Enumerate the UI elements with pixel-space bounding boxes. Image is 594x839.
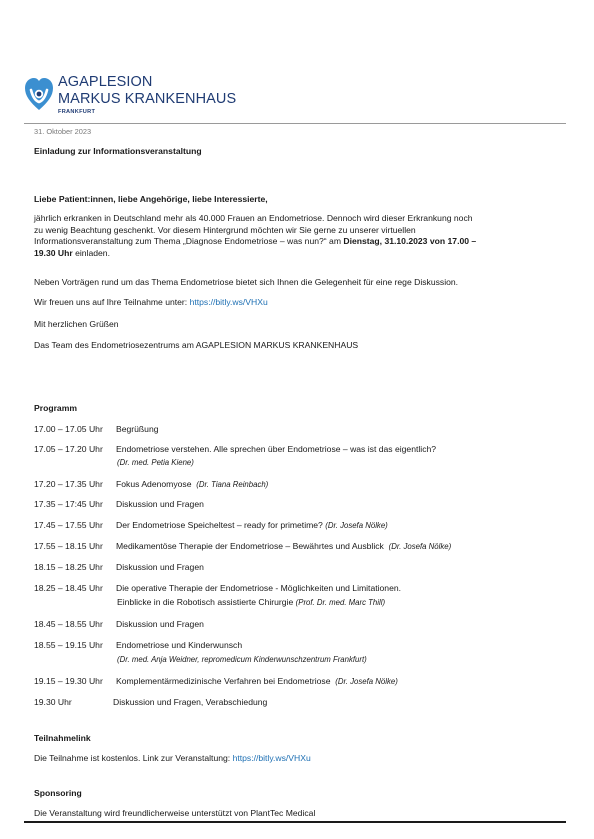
- program-title: Diskussion und Fragen: [116, 619, 204, 629]
- program-title: Komplementärmedizinische Verfahren bei Endometriose: [116, 676, 331, 686]
- program-title: Die operative Therapie der Endometriose - Möglichkeiten und Limitationen.: [116, 583, 402, 593]
- intro-line-1: jährlich erkranken in Deutschland mehr als 40.000 Frauen an Endometriose. Dennoch wird dieser Erkrankung noch: [34, 213, 473, 223]
- intro-line-3-text: Informationsveranstaltung zum Thema „Diagnose Endometriose – was nun?“ am: [34, 236, 344, 246]
- program-item: [34, 562, 204, 572]
- program-title: Begrüßung: [116, 424, 159, 434]
- program-item: [34, 697, 267, 707]
- intro-line-4: [34, 248, 554, 260]
- program-title: Diskussion und Fragen: [116, 499, 204, 509]
- program-time: 18.55 – 19.15 Uhr: [34, 640, 103, 650]
- program-speaker: (Dr. Josefa Nölke): [325, 521, 388, 530]
- program-time: 17.00 – 17.05 Uhr: [34, 424, 103, 434]
- program-title: Endometriose verstehen. Alle sprechen über Endometriose – was ist das eigentlich?: [116, 444, 437, 454]
- letter-signature: Das Team des Endometriosezentrums am AGAPLESION MARKUS KRANKENHAUS: [34, 340, 359, 350]
- hospital-logo: [24, 74, 284, 120]
- letter-salutation: Liebe Patient:innen, liebe Angehörige, liebe Interessierte,: [34, 194, 268, 204]
- program-time: 19.15 – 19.30 Uhr: [34, 676, 103, 686]
- letter-date: 31. Oktober 2023: [34, 127, 92, 136]
- event-date-bold: Dienstag, 31.10.2023 von 17.00 –: [343, 236, 477, 246]
- program-time: 17.05 – 17.20 Uhr: [34, 444, 103, 454]
- intro-line-4-text: einladen.: [72, 247, 110, 258]
- program-time: 18.25 – 18.45 Uhr: [34, 583, 103, 593]
- program-title: Diskussion und Fragen: [116, 562, 204, 572]
- program-heading: Programm: [34, 403, 77, 413]
- program-time: 18.45 – 18.55 Uhr: [34, 619, 103, 629]
- sponsoring-text: Die Veranstaltung wird freundlicherweise unterstützt von PlantTec Medical: [34, 808, 316, 818]
- program-item: [34, 640, 242, 650]
- program-item: [34, 444, 436, 454]
- program-item: [34, 479, 268, 489]
- logo-text-line2: MARKUS KRANKENHAUS: [58, 91, 237, 107]
- program-speaker: (Dr. Josefa Nölke): [388, 542, 452, 551]
- agaplesion-logo-icon: [24, 74, 54, 114]
- header-divider: [24, 123, 566, 124]
- participation-paragraph: [34, 297, 268, 307]
- program-item: [34, 676, 398, 686]
- program-speaker: (Dr. Tiana Reinbach): [196, 480, 269, 489]
- program-title: Medikamentöse Therapie der Endometriose – Bewährtes und Ausblick: [116, 541, 384, 551]
- program-speaker: (Dr. Josefa Nölke): [335, 677, 398, 686]
- intro-paragraph: [34, 213, 554, 259]
- intro-line-2: zu wenig Beachtung geschenkt. Vor diesem Hintergrund möchten wir Sie gerne zu unserer virtuellen: [34, 224, 416, 235]
- program-time: 18.15 – 18.25 Uhr: [34, 562, 103, 572]
- program-title: Endometriose und Kinderwunsch: [116, 640, 243, 650]
- program-speaker: (Prof. Dr. med. Marc Thill): [295, 598, 386, 607]
- sponsoring-heading: Sponsoring: [34, 788, 82, 798]
- program-title: Diskussion und Fragen, Verabschiedung: [113, 697, 268, 707]
- program-title: Fokus Adenomyose: [116, 479, 192, 489]
- program-time: 17.55 – 18.15 Uhr: [34, 541, 103, 551]
- program-item: [34, 520, 388, 530]
- program-item: [34, 499, 204, 509]
- program-title-line-2: Einblicke in die Robotisch assistierte Chirurgie: [117, 597, 294, 607]
- event-link[interactable]: https://bitly.ws/VHXu: [232, 753, 311, 763]
- participation-heading: Teilnahmelink: [34, 733, 91, 743]
- program-item: [34, 619, 204, 629]
- program-time: 17.45 – 17.55 Uhr: [34, 520, 103, 530]
- participation-text: Wir freuen uns auf Ihre Teilnahme unter:: [34, 297, 190, 307]
- program-time: 19.30 Uhr: [34, 697, 72, 707]
- intro-line-3: [34, 236, 554, 248]
- program-title: Der Endometriose Speicheltest – ready for primetime?: [116, 520, 323, 530]
- discussion-paragraph: Neben Vorträgen rund um das Thema Endometriose bietet sich Ihnen die Gelegenheit für eine rege Diskussion.: [34, 277, 459, 287]
- program-time: 17.35 – 17:45 Uhr: [34, 499, 103, 509]
- letter-closing: Mit herzlichen Grüßen: [34, 319, 119, 329]
- program-speaker: (Dr. med. Anja Weidner, repromedicum Kinderwunschzentrum Frankfurt): [117, 655, 367, 664]
- participation-info: [34, 753, 311, 763]
- participation-info-text: Die Teilnahme ist kostenlos. Link zur Veranstaltung:: [34, 753, 233, 763]
- program-item: [34, 583, 401, 593]
- letter-subject: Einladung zur Informationsveranstaltung: [34, 146, 202, 156]
- program-title-continued: [117, 597, 385, 607]
- program-item: [34, 424, 159, 434]
- logo-subtitle: FRANKFURT: [58, 109, 96, 115]
- event-end-time-bold: 19.30 Uhr: [34, 247, 73, 258]
- program-speaker: (Dr. med. Petia Kiene): [117, 458, 194, 467]
- logo-text-line1: AGAPLESION: [58, 74, 153, 90]
- footer-divider: [24, 821, 566, 823]
- event-link[interactable]: https://bitly.ws/VHXu: [189, 297, 268, 307]
- program-item: [34, 541, 451, 551]
- program-time: 17.20 – 17.35 Uhr: [34, 479, 103, 489]
